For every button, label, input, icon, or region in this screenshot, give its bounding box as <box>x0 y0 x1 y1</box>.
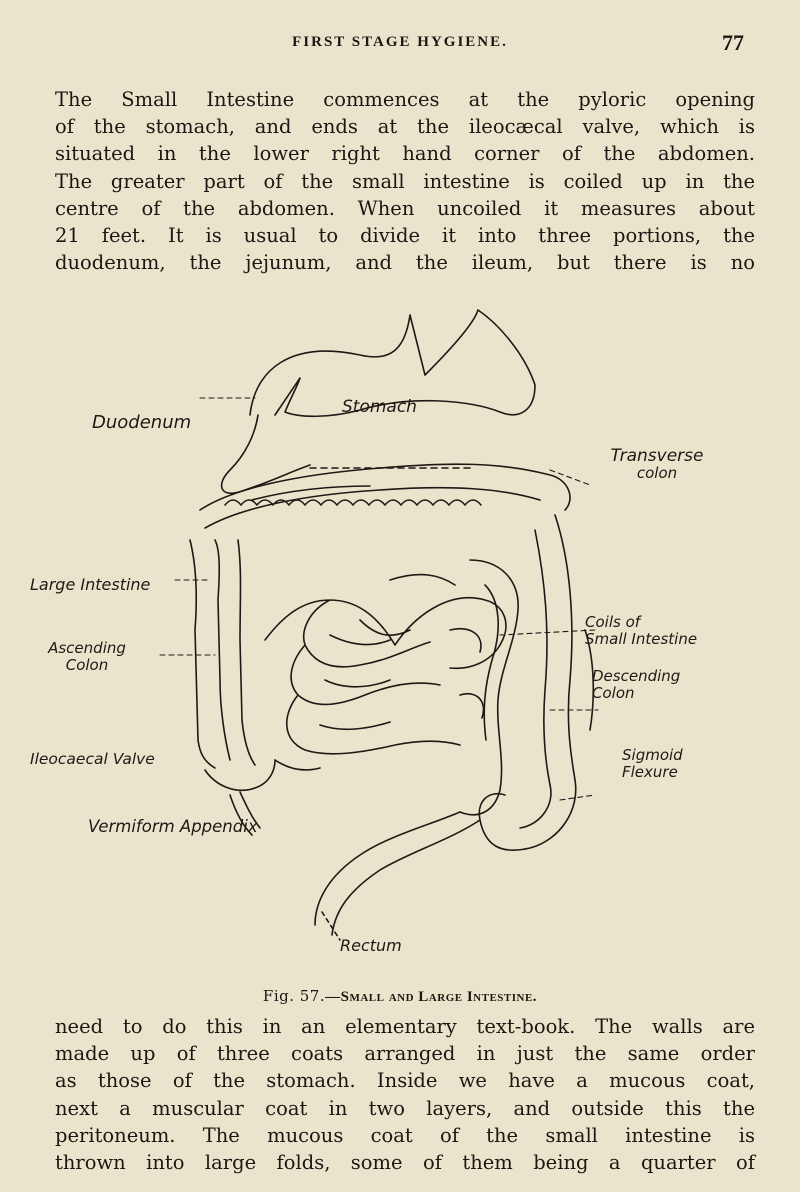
text-line: The greater part of the small intestine is coiled up in the <box>55 169 755 193</box>
text-line: next a muscular coat in two layers, and outside this the <box>55 1096 755 1120</box>
text-line: The Small Intestine commences at the pyloric opening <box>55 88 755 111</box>
text-line: thrown into large folds, some of them being a quarter of <box>55 1151 755 1175</box>
label-ascending-colon <box>32 640 142 674</box>
label-rectum: Rectum <box>340 936 402 955</box>
text-line: made up of three coats arranged in just the same order <box>55 1042 755 1066</box>
text-line: situated in the lower right hand corner of the abdomen. <box>55 142 755 166</box>
large-intestine-outer <box>190 540 215 768</box>
label-sigmoid-line1: Sigmoid <box>622 746 683 764</box>
label-transverse-colon-line2: colon <box>636 464 678 482</box>
duodenum-outline <box>222 415 310 493</box>
label-transverse-colon-line1: Transverse <box>610 446 704 466</box>
label-duodenum: Duodenum <box>92 412 192 433</box>
label-sigmoid-flexure <box>622 747 722 781</box>
running-head: FIRST STAGE HYGIENE. <box>292 34 508 50</box>
label-descending-colon-line1: Descending <box>592 667 681 685</box>
small-intestine-coils <box>265 575 506 754</box>
colon-haustra <box>225 500 481 505</box>
text-line: duodenum, the jejunum, and the ileum, but there is no <box>55 251 755 275</box>
caption-figure-number: Fig. 57. <box>262 987 326 1005</box>
text-line: 21 feet. It is usual to divide it into three portions, the <box>55 224 755 248</box>
label-stomach: Stomach <box>342 397 417 417</box>
intro-paragraph <box>55 86 755 276</box>
label-descending-colon-line2: Colon <box>592 684 635 702</box>
label-vermiform-appendix: Vermiform Appendix <box>88 817 258 836</box>
caption-title: —Small and Large Intestine. <box>325 989 538 1005</box>
label-descending-colon <box>592 668 712 702</box>
text-line: of the stomach, and ends at the ileocæcal valve, which is <box>55 115 755 139</box>
label-coils-small-intestine <box>585 614 745 648</box>
descending-colon-outline <box>535 515 593 785</box>
label-ascending-colon-line1: Ascending <box>48 639 126 657</box>
text-line: as those of the stomach. Inside we have a mucous coat, <box>55 1069 755 1093</box>
page-number: 77 <box>722 30 744 55</box>
intestine-figure <box>30 300 770 970</box>
small-intestine-coils-2 <box>275 560 518 815</box>
page-header <box>0 30 800 58</box>
figure-caption <box>0 987 800 1006</box>
label-coils-line1: Coils of <box>585 613 641 631</box>
label-coils-line2: Small Intestine <box>585 630 698 648</box>
text-line: centre of the abdomen. When uncoiled it measures about <box>55 196 755 220</box>
text-line: peritoneum. The mucous coat of the small intestine is <box>55 1123 755 1147</box>
ascending-colon-outline <box>215 540 255 765</box>
label-large-intestine: Large Intestine <box>30 575 151 594</box>
outro-paragraph <box>55 1013 755 1176</box>
label-ileocaecal-valve: Ileocaecal Valve <box>30 750 155 768</box>
label-ascending-colon-line2: Colon <box>65 656 109 674</box>
sigmoid-flexure-outline <box>315 780 576 935</box>
caecum-outline <box>205 760 275 790</box>
label-sigmoid-line2: Flexure <box>622 763 678 781</box>
label-transverse-colon <box>597 448 717 482</box>
transverse-colon-outline <box>200 464 570 528</box>
text-line: need to do this in an elementary text-book. The walls are <box>55 1015 755 1038</box>
